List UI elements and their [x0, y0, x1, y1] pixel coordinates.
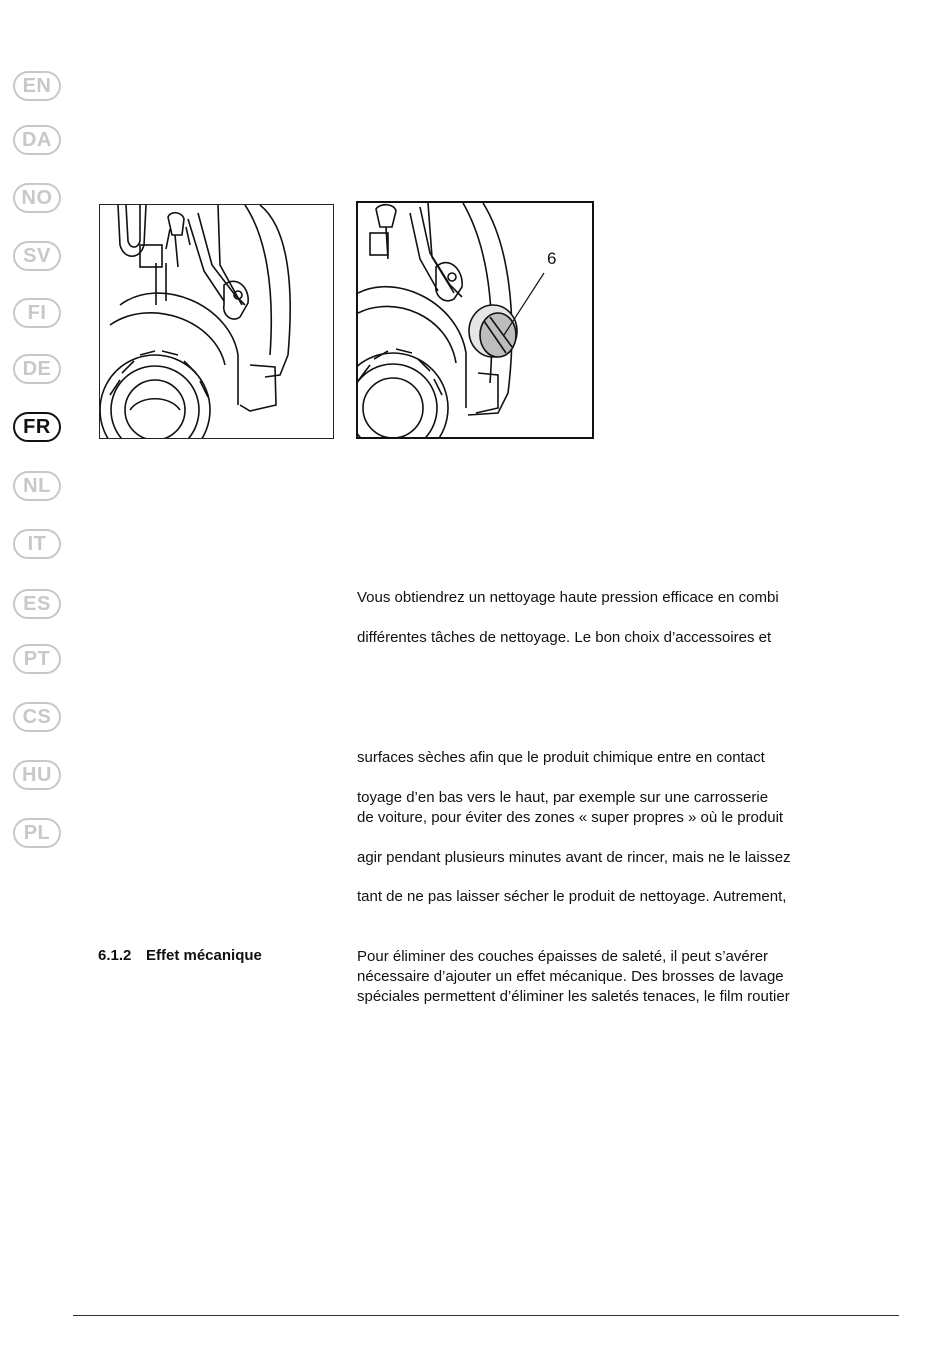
- lang-tab-no[interactable]: NO: [13, 183, 61, 213]
- figure-washer-left: [99, 204, 334, 439]
- paragraph-line-5: de voiture, pour éviter des zones « super propres » où le produit: [357, 809, 784, 826]
- lang-tab-es[interactable]: ES: [13, 589, 61, 619]
- section-line-1: Pour éliminer des couches épaisses de saleté, il peut s’avérer: [357, 948, 769, 965]
- lang-tab-fi[interactable]: FI: [13, 298, 61, 328]
- section-line-3: spéciales permettent d’éliminer les saletés tenaces, le film routier: [357, 988, 790, 1005]
- lang-tab-de[interactable]: DE: [13, 354, 61, 384]
- section-line-2: nécessaire d’ajouter un effet mécanique. Des brosses de lavage: [357, 968, 784, 985]
- paragraph-line-1: Vous obtiendrez un nettoyage haute pression efficace en combi: [357, 589, 779, 606]
- section-number: 6.1.2: [98, 947, 132, 964]
- lang-tab-en[interactable]: EN: [13, 71, 61, 101]
- paragraph-line-6: agir pendant plusieurs minutes avant de rincer, mais ne le laissez: [357, 849, 791, 866]
- section-heading: [98, 947, 262, 964]
- callout-leader-line: [504, 273, 544, 335]
- lang-tab-fr[interactable]: FR: [13, 412, 61, 442]
- section-title: Effet mécanique: [146, 947, 262, 964]
- callout-label-6: 6: [547, 249, 557, 268]
- footer-divider: [73, 1315, 899, 1316]
- washer-illustration-right: [358, 203, 592, 437]
- lang-tab-it[interactable]: IT: [13, 529, 61, 559]
- washer-illustration-left: [100, 205, 333, 438]
- lang-tab-pt[interactable]: PT: [13, 644, 61, 674]
- paragraph-line-2: différentes tâches de nettoyage. Le bon choix d’accessoires et: [357, 629, 772, 646]
- lang-tab-cs[interactable]: CS: [13, 702, 61, 732]
- paragraph-line-3: surfaces sèches afin que le produit chimique entre en contact: [357, 749, 765, 766]
- lang-tab-pl[interactable]: PL: [13, 818, 61, 848]
- figure-washer-right: [356, 201, 594, 439]
- paragraph-line-4: toyage d’en bas vers le haut, par exemple sur une carrosserie: [357, 789, 769, 806]
- lang-tab-da[interactable]: DA: [13, 125, 61, 155]
- paragraph-line-7: tant de ne pas laisser sécher le produit de nettoyage. Autrement,: [357, 888, 787, 905]
- lang-tab-hu[interactable]: HU: [13, 760, 61, 790]
- lang-tab-sv[interactable]: SV: [13, 241, 61, 271]
- lang-tab-nl[interactable]: NL: [13, 471, 61, 501]
